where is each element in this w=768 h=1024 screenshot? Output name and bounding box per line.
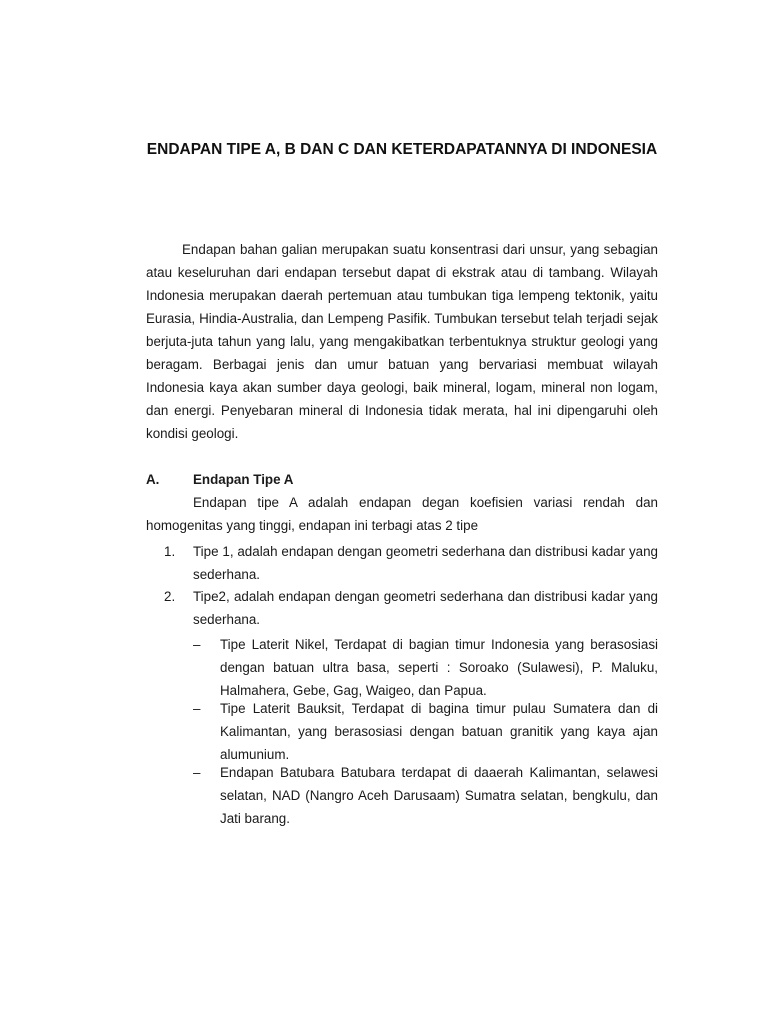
section-a-paragraph: Endapan tipe A adalah endapan degan koefisien variasi rendah dan homogenitas yang tinggi, endapan ini terbagi atas 2 tipe bbox=[146, 495, 658, 533]
item-text: Endapan Batubara Batubara terdapat di daaerah Kalimantan, selawesi selatan, NAD (Nangro Aceh Darusaam) Sumatra selatan, bengkulu, dan Jati barang. bbox=[220, 765, 658, 826]
item-text: Tipe Laterit Bauksit, Terdapat di bagina timur pulau Sumatera dan di Kalimantan, yang berasosiasi dengan batuan granitik yang kaya ajan alumunium. bbox=[220, 701, 658, 762]
section-a-title: Endapan Tipe A bbox=[193, 472, 294, 487]
item-text: Tipe2, adalah endapan dengan geometri sederhana dan distribusi kadar yang sederhana. bbox=[193, 589, 658, 627]
dash-bullet: – bbox=[193, 637, 201, 652]
item-number: 2. bbox=[164, 589, 176, 604]
intro-paragraph: Endapan bahan galian merupakan suatu konsentrasi dari unsur, yang sebagian atau keseluruhan dari endapan tersebut dapat di ekstrak atau di tambang. Wilayah Indonesia merupakan daerah pertemuan atau tumbukan tiga lempeng tektonik, yaitu Eurasia, Hindia-Australia, dan Lempeng Pasifik. Tumbukan tersebut telah terjadi sejak berjuta-juta tahun yang lalu, yang mengakibatkan terbentuknya struktur geologi yang beragam. Berbagai jenis dan umur batuan yang bervariasi membuat wilayah Indonesia kaya akan sumber daya geologi, baik mineral, logam, mineral non logam, dan energi. Penyebaran mineral di Indonesia tidak merata, hal ini dipengaruhi oleh kondisi geologi. bbox=[146, 242, 658, 441]
dash-bullet: – bbox=[193, 701, 201, 716]
document-title: ENDAPAN TIPE A, B DAN C DAN KETERDAPATANNYA DI INDONESIA bbox=[146, 141, 658, 158]
dash-bullet: – bbox=[193, 765, 201, 780]
dash-item-bauksit bbox=[146, 697, 658, 766]
section-a-heading bbox=[146, 470, 658, 490]
numbered-item-1 bbox=[146, 540, 658, 586]
section-a-letter: A. bbox=[146, 472, 160, 487]
item-text: Tipe Laterit Nikel, Terdapat di bagian timur Indonesia yang berasosiasi dengan batuan ultra basa, seperti : Soroako (Sulawesi), P. Maluku, Halmahera, Gebe, Gag, Waigeo, dan Papua. bbox=[220, 637, 658, 698]
item-number: 1. bbox=[164, 544, 176, 559]
item-text: Tipe 1, adalah endapan dengan geometri sederhana dan distribusi kadar yang sederhana. bbox=[193, 544, 658, 582]
numbered-item-2 bbox=[146, 585, 658, 631]
dash-item-batubara bbox=[146, 761, 658, 830]
dash-item-nikel bbox=[146, 633, 658, 702]
